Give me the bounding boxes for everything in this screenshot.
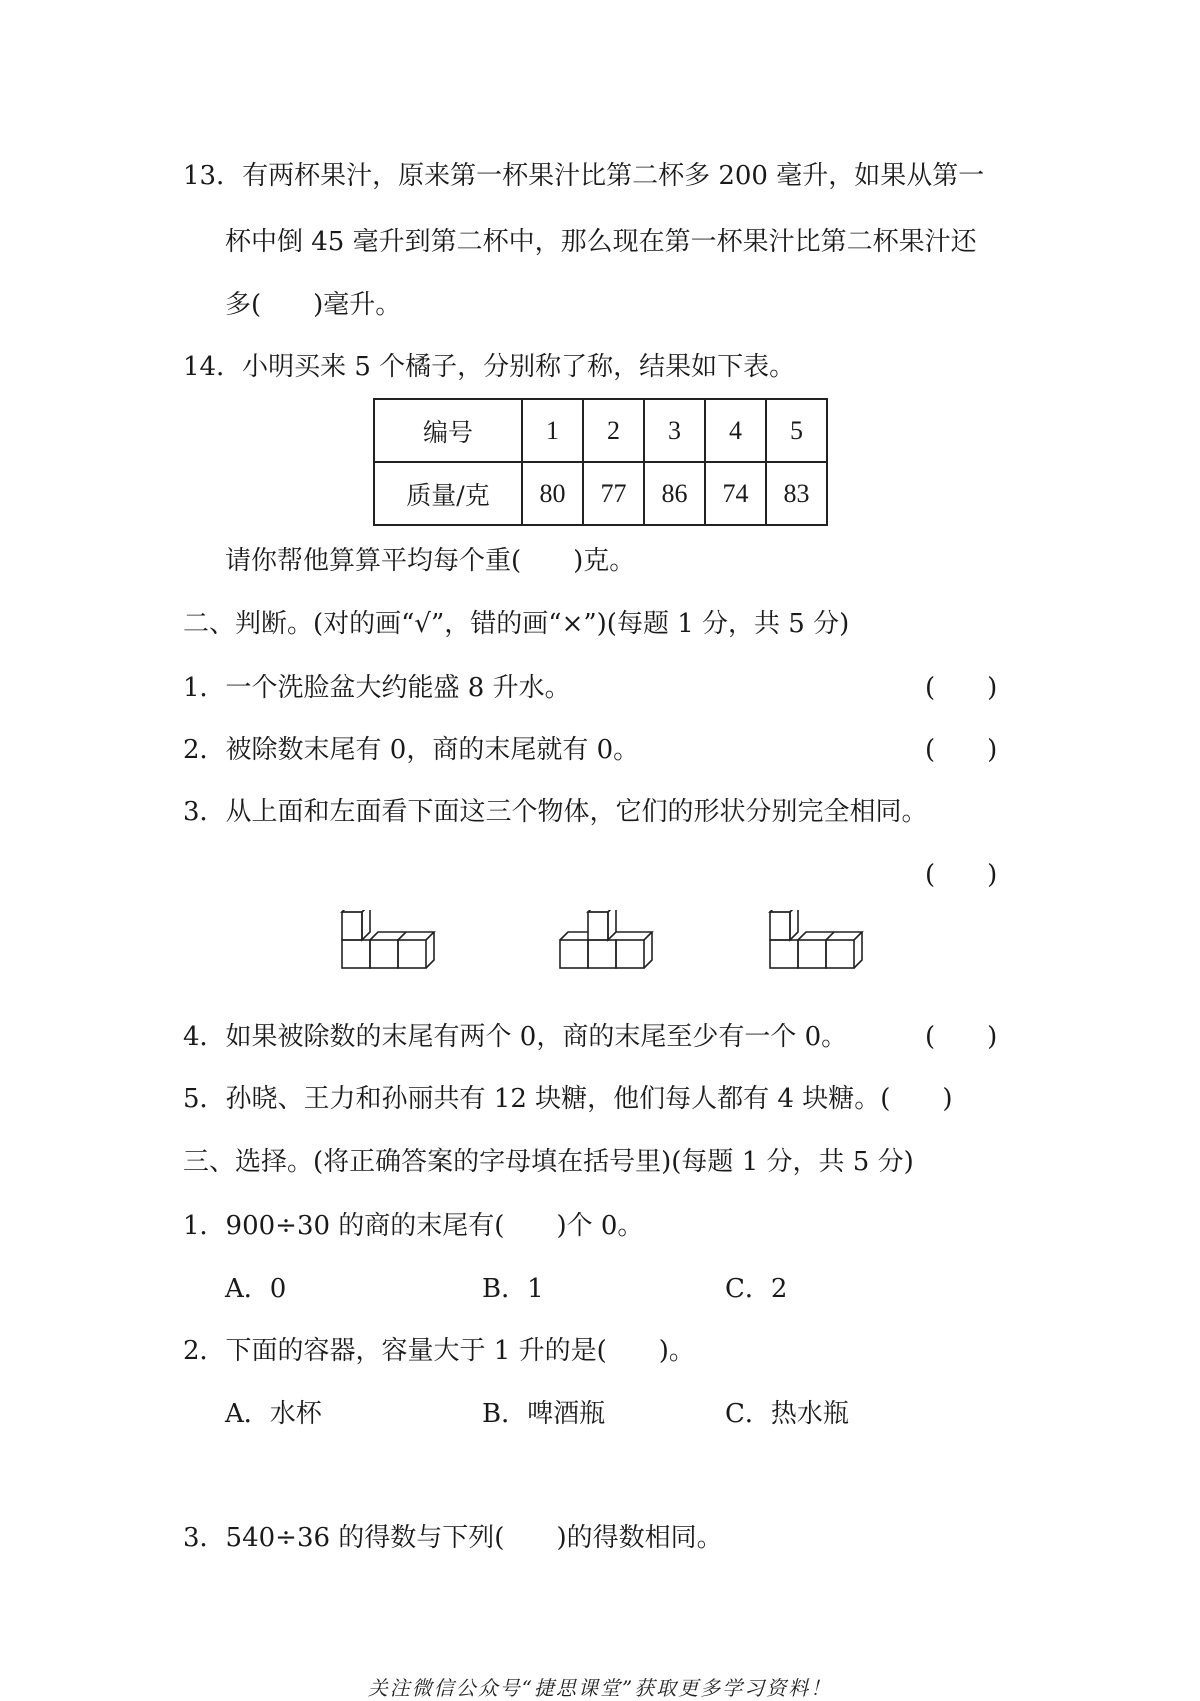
cube-figure-3 xyxy=(758,910,878,996)
judge-q1: 1．一个洗脸盆大约能盛 8 升水。 xyxy=(183,673,571,703)
table-cell: 80 xyxy=(522,462,583,525)
q13-line2: 杯中倒 45 毫升到第二杯中，那么现在第一杯果汁比第二杯果汁还 xyxy=(225,227,977,257)
judge-q4: 4．如果被除数的末尾有两个 0，商的末尾至少有一个 0。 xyxy=(183,1022,848,1052)
answer-paren[interactable]: ( ) xyxy=(925,673,998,703)
table-cell: 77 xyxy=(583,462,644,525)
choice-q2-option-b: B．啤酒瓶 xyxy=(482,1399,606,1429)
judge-q3: 3．从上面和左面看下面这三个物体，它们的形状分别完全相同。 xyxy=(183,797,928,827)
q14-text: 14．小明买来 5 个橘子，分别称了称，结果如下表。 xyxy=(183,352,796,382)
orange-weight-table xyxy=(373,398,828,526)
table-cell: 74 xyxy=(705,462,766,525)
table-header-mass: 质量/克 xyxy=(374,462,522,525)
table-cell: 2 xyxy=(583,399,644,462)
table-cell: 4 xyxy=(705,399,766,462)
choice-q2: 2．下面的容器，容量大于 1 升的是( )。 xyxy=(183,1336,695,1366)
choice-q1-option-a: A．0 xyxy=(225,1274,287,1304)
choice-q3: 3．540÷36 的得数与下列( )的得数相同。 xyxy=(183,1523,723,1553)
table-cell: 1 xyxy=(522,399,583,462)
table-cell: 5 xyxy=(766,399,827,462)
q13-line3: 多( )毫升。 xyxy=(225,290,402,320)
cube-figure-1 xyxy=(330,910,450,996)
q14-ask: 请你帮他算算平均每个重( )克。 xyxy=(225,546,636,576)
table-header-number: 编号 xyxy=(374,399,522,462)
choice-q2-option-a: A．水杯 xyxy=(225,1399,322,1429)
cube-figure-2 xyxy=(548,910,668,996)
table-cell: 83 xyxy=(766,462,827,525)
table-row xyxy=(374,399,827,462)
section3-title: 三、选择。(将正确答案的字母填在括号里)(每题 1 分，共 5 分) xyxy=(183,1147,914,1177)
section2-title: 二、判断。(对的画“√”，错的画“×”)(每题 1 分，共 5 分) xyxy=(183,609,850,639)
table-cell: 86 xyxy=(644,462,705,525)
answer-paren[interactable]: ( ) xyxy=(925,1022,998,1052)
judge-q2: 2．被除数末尾有 0，商的末尾就有 0。 xyxy=(183,735,640,765)
footer-note: 关注微信公众号“捷思课堂”获取更多学习资料！ xyxy=(367,1676,833,1700)
table-row xyxy=(374,462,827,525)
choice-q1: 1．900÷30 的商的末尾有( )个 0。 xyxy=(183,1211,644,1241)
answer-paren[interactable]: ( ) xyxy=(925,735,998,765)
answer-paren[interactable]: ( ) xyxy=(925,860,998,890)
q13-line1: 13．有两杯果汁，原来第一杯果汁比第二杯多 200 毫升，如果从第一 xyxy=(183,161,985,191)
table-cell: 3 xyxy=(644,399,705,462)
choice-q1-option-c: C．2 xyxy=(725,1274,788,1304)
judge-q5: 5．孙晓、王力和孙丽共有 12 块糖，他们每人都有 4 块糖。( ) xyxy=(183,1084,953,1114)
choice-q2-option-c: C．热水瓶 xyxy=(725,1399,849,1429)
choice-q1-option-b: B．1 xyxy=(482,1274,544,1304)
